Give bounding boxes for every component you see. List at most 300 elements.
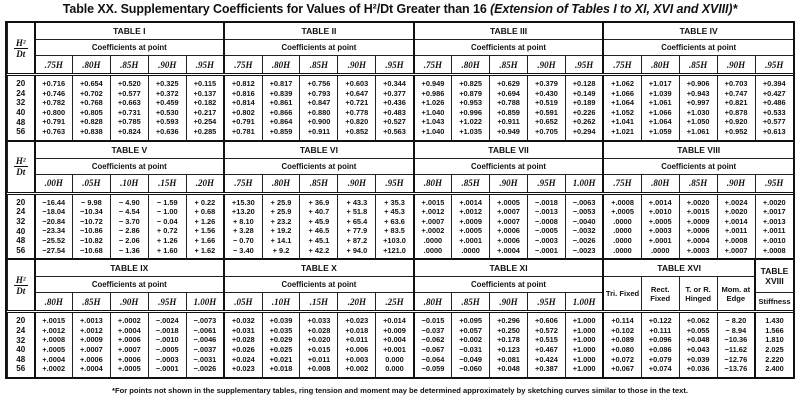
table-cell: +0.377 [376,89,414,99]
table-cell: − 2.86 [110,226,148,236]
table-cell: +1.066 [603,89,641,99]
table-cell: +0.102 [603,326,641,336]
table-cell: +0.577 [755,117,793,127]
column-header: Stiffness [755,293,793,312]
table-cell: +0.039 [679,355,717,365]
table-cell: 1.430 [755,312,793,326]
table-cell: −0.049 [452,355,490,365]
table-cell: +0.285 [186,127,224,140]
table-vi-title: TABLE VI [224,141,414,159]
table-cell: +.0010 [755,236,793,246]
table-cell: +0.952 [717,127,755,140]
table-cell: −.0023 [565,246,603,259]
column-header: Rect. Fixed [641,277,679,312]
table-cell: .0000 [414,236,452,246]
table-cell: +0.111 [641,326,679,336]
table-cell: + 0.22 [186,193,224,207]
table-cell: +.0002 [110,312,148,326]
table-cell: −0.067 [414,345,452,355]
table-cell: +0.953 [452,98,490,108]
table-cell: +0.001 [376,345,414,355]
row-label: 48 [8,117,35,127]
table-cell: +0.812 [224,75,262,89]
column-header: 1.00H [186,293,224,312]
table-row [8,127,794,140]
table-v-title: TABLE V [35,141,225,159]
table-cell: + 14.1 [262,236,300,246]
table-row [8,312,794,326]
table-cell: +.0001 [641,236,679,246]
table-cell: +0.997 [679,98,717,108]
table-cell: +.0005 [35,345,73,355]
table-cell: +1.064 [641,117,679,127]
table-cell: .0000 [452,246,490,259]
column-header: .95H [376,174,414,193]
table-cell: −.0001 [527,246,565,259]
table-cell: + 42.2 [300,246,338,259]
table-cell: +0.911 [300,127,338,140]
column-header: .80H [262,56,300,75]
table-cell: +.0008 [35,335,73,345]
table-cell: + 1.60 [148,246,186,259]
table-cell: +1.017 [641,75,679,89]
column-header: Tri. Fixed [603,277,641,312]
column-header: .95H [527,293,565,312]
column-header: .95H [755,174,793,193]
table-cell: +0.018 [338,326,376,336]
table-cell: +0.986 [414,89,452,99]
table-cell: +0.031 [224,326,262,336]
table-cell: .0000 [603,226,641,236]
row-header-h2-dt [8,259,35,312]
table-cell: +0.652 [527,117,565,127]
table-row [8,98,794,108]
table-cell: + 87.2 [338,236,376,246]
table-cell: +0.039 [262,312,300,326]
column-header: .10H [262,293,300,312]
table-cell: −0.062 [414,335,452,345]
table-cell: +1.061 [679,127,717,140]
table-cell: − 0.70 [224,236,262,246]
table-cell: +.0009 [679,217,717,227]
table-cell: +0.011 [338,335,376,345]
table-cell: +0.839 [262,89,300,99]
table-cell: + 25.9 [262,193,300,207]
table-cell: +0.778 [338,108,376,118]
table-cell: 0.000 [376,364,414,377]
table-cell: +0.527 [376,117,414,127]
table-row [8,246,794,259]
table-cell: +.0004 [490,246,528,259]
table-cell: +0.768 [72,98,110,108]
table-cell: +0.814 [224,98,262,108]
column-header: .05H [224,293,262,312]
table-cell: + 83.5 [376,226,414,236]
table-cell: +0.394 [755,75,793,89]
table-cell: +0.072 [603,355,641,365]
table-cell: +0.095 [452,312,490,326]
column-header: .90H [527,56,565,75]
table-cell: +0.026 [224,345,262,355]
table-cell: +0.467 [527,345,565,355]
column-header: .95H [186,56,224,75]
table-cell: +0.613 [755,127,793,140]
footnote: *For points not shown in the supplementary tables, ring tension and moment may be determined approximately by sketching curves similar to those in the text. [112,386,688,395]
table-cell: +0.852 [338,127,376,140]
table-cell: +1.039 [641,89,679,99]
table-i-title: TABLE I [35,23,225,40]
table-cell: +.0015 [414,193,452,207]
table-row [8,217,794,227]
table-v-subheader: Coefficients at point [35,158,225,174]
h2-over-dt-label [14,156,28,177]
table-cell: + 77.9 [338,226,376,236]
table-cell: 1.566 [755,326,793,336]
table-cell: −.0005 [527,226,565,236]
row-label: 56 [8,364,35,377]
column-header: .90H [338,56,376,75]
table-cell: +1.026 [414,98,452,108]
column-header: .00H [35,174,73,193]
table-cell: −.0037 [186,345,224,355]
column-header: .95H [376,56,414,75]
table-cell: −0.015 [414,312,452,326]
table-row [8,226,794,236]
table-i-subheader: Coefficients at point [35,40,225,56]
table-cell: +.0011 [755,226,793,236]
table-viii-title: TABLE VIII [603,141,793,159]
table-cell: + 46.5 [300,226,338,236]
column-header: .10H [110,174,148,193]
table-viii-subheader: Coefficients at point [603,158,793,174]
table-row [8,193,794,207]
table-cell: +.0007 [717,246,755,259]
column-header: .75H [224,56,262,75]
page-title [0,2,800,16]
table-cell: +0.533 [755,108,793,118]
column-header: .85H [72,293,110,312]
table-cell: +0.032 [224,312,262,326]
table-cell: +0.816 [224,89,262,99]
column-header: .75H [224,174,262,193]
table-cell: +1.061 [641,98,679,108]
table-cell: −0.031 [452,345,490,355]
table-cell: +.0004 [72,364,110,377]
column-header: .90H [110,293,148,312]
table-iv-subheader: Coefficients at point [603,40,793,56]
table-cell: +0.821 [717,98,755,108]
column-header: .90H [717,56,755,75]
table-cell: +0.920 [717,117,755,127]
table-cell: +0.793 [300,89,338,99]
table-vii-title: TABLE VII [414,141,604,159]
table-cell: +0.055 [679,326,717,336]
table-cell: +1.059 [641,127,679,140]
section-table [7,258,793,377]
table-cell: +0.074 [641,364,679,377]
table-cell: + 65.4 [338,217,376,227]
table-cell: +0.325 [148,75,186,89]
table-cell: .0000 [641,246,679,259]
table-cell: −.0032 [565,226,603,236]
table-cell: + 23.2 [262,217,300,227]
table-cell: +0.018 [262,364,300,377]
table-cell: +0.081 [490,355,528,365]
row-label: 40 [8,345,35,355]
table-cell: +1.000 [565,345,603,355]
table-cell: +15.30 [224,193,262,207]
table-cell: +1.040 [414,127,452,140]
table-cell: +0.731 [110,108,148,118]
table-cell: +0.791 [35,117,73,127]
table-cell: +0.379 [527,75,565,89]
table-cell: +0.128 [565,75,603,89]
table-cell: +0.008 [300,364,338,377]
table-cell: +0.515 [527,335,565,345]
table-cell: +0.002 [452,335,490,345]
column-header: .15H [148,174,186,193]
table-cell: −.0026 [186,364,224,377]
table-cell: −.0053 [565,207,603,217]
column-header: .80H [262,174,300,193]
table-cell: +.0005 [641,217,679,227]
dt-label: Dt [16,285,26,296]
table-cell: + 63.6 [376,217,414,227]
table-cell: +.0014 [641,193,679,207]
table-cell: +0.782 [35,98,73,108]
table-cell: +.0009 [72,335,110,345]
table-cell: +0.636 [148,127,186,140]
table-cell: −0.060 [452,364,490,377]
table-cell: − 8.94 [717,326,755,336]
column-header: .85H [300,56,338,75]
table-cell: +0.217 [186,108,224,118]
table-cell: +.0005 [603,207,641,217]
table-cell: 2.025 [755,345,793,355]
row-label: 24 [8,207,35,217]
table-row [8,89,794,99]
table-cell: .0000 [603,217,641,227]
column-header: .85H [452,174,490,193]
table-cell: +0.427 [755,89,793,99]
table-cell: .0000 [414,246,452,259]
row-label: 20 [8,312,35,326]
table-cell: + 1.56 [186,226,224,236]
column-header: .20H [338,293,376,312]
column-header: .95H [755,56,793,75]
table-cell: +.0008 [755,246,793,259]
table-cell: −10.82 [72,236,110,246]
table-cell: + 1.62 [186,246,224,259]
table-cell: +.0006 [490,236,528,246]
table-cell: +0.003 [338,355,376,365]
table-cell: −.0013 [527,207,565,217]
table-cell: +0.572 [527,326,565,336]
table-cell: +1.050 [679,117,717,127]
row-label: 40 [8,108,35,118]
column-header: .80H [641,174,679,193]
table-cell: + 36.9 [300,193,338,207]
column-header: .90H [490,174,528,193]
table-cell: +0.629 [490,75,528,89]
table-cell: +0.702 [72,89,110,99]
table-cell: +0.011 [300,355,338,365]
table-cell: +0.114 [603,312,641,326]
table-cell: +.0012 [414,207,452,217]
table-cell: −.0005 [148,345,186,355]
table-cell: − 3.70 [110,217,148,227]
table-cell: +0.911 [490,117,528,127]
table-cell: +.0002 [35,364,73,377]
column-header: .15H [300,293,338,312]
column-header: .80H [414,174,452,193]
table-cell: +0.591 [527,108,565,118]
table-xvi-title: TABLE XVI [603,259,755,277]
table-cell: −.0003 [148,355,186,365]
table-cell: +1.066 [641,108,679,118]
table-cell: +0.781 [224,127,262,140]
h2-label: H² [15,156,26,167]
table-cell: +.0006 [72,355,110,365]
table-row [8,207,794,217]
column-header: .75H [35,56,73,75]
table-cell: +.0004 [110,326,148,336]
table-cell: +.0008 [603,193,641,207]
table-cell: + 1.26 [148,236,186,246]
table-cell: −.0003 [527,236,565,246]
row-label: 32 [8,335,35,345]
table-vii-subheader: Coefficients at point [414,158,604,174]
table-cell: −10.86 [72,226,110,236]
table-cell: +1.035 [452,127,490,140]
table-cell: +0.430 [527,89,565,99]
table-cell: −.0031 [186,355,224,365]
table-cell: + 35.3 [376,193,414,207]
table-cell: + 43.3 [338,193,376,207]
table-cell: +0.996 [452,108,490,118]
table-cell: +0.424 [527,355,565,365]
table-cell: −.0001 [148,364,186,377]
table-cell: +0.123 [490,345,528,355]
title-main: Table XX. Supplementary Coefficients for Values of H²/Dt Greater than 16 [62,2,487,16]
table-cell: +0.949 [490,127,528,140]
table-cell: +0.746 [35,89,73,99]
table-cell: +0.593 [148,117,186,127]
column-header: .85H [679,56,717,75]
table-cell: +0.086 [641,345,679,355]
table-cell: −0.059 [414,364,452,377]
table-cell: +0.763 [35,127,73,140]
table-cell: +0.563 [376,127,414,140]
table-cell: +0.530 [148,108,186,118]
table-cell: +0.009 [376,326,414,336]
table-cell: +.0013 [755,217,793,227]
table-cell: +.0004 [35,355,73,365]
section-table [7,140,793,259]
table-cell: +0.025 [262,345,300,355]
table-cell: +0.828 [72,117,110,127]
table-cell: +.0015 [679,207,717,217]
table-cell: −.0063 [565,193,603,207]
table-cell: + 40.7 [300,207,338,217]
table-cell: +0.878 [717,108,755,118]
table-cell: +0.705 [527,127,565,140]
table-cell: +0.847 [300,98,338,108]
table-row [8,355,794,365]
table-cell: +0.756 [300,75,338,89]
table-cell: +.0006 [110,355,148,365]
dt-label: Dt [16,48,26,59]
table-cell: −23.34 [35,226,73,236]
h2-label: H² [15,274,26,285]
table-cell: +0.021 [262,355,300,365]
table-cell: +0.294 [565,127,603,140]
table-cell: +0.663 [110,98,148,108]
table-cell: +0.344 [376,75,414,89]
column-header: Mom. at Edge [717,277,755,312]
table-cell: +.0007 [414,217,452,227]
table-cell: +.0009 [452,217,490,227]
table-cell: + 0.72 [148,226,186,236]
table-xi-subheader: Coefficients at point [414,277,604,293]
table-iii-subheader: Coefficients at point [414,40,604,56]
table-row [8,326,794,336]
table-cell: +.0005 [490,193,528,207]
table-cell: +0.372 [148,89,186,99]
table-cell: +0.906 [679,75,717,89]
table-cell: + 51.8 [338,207,376,217]
table-cell: +.0004 [679,236,717,246]
row-label: 32 [8,98,35,108]
table-cell: +0.002 [338,364,376,377]
table-cell: +1.000 [565,335,603,345]
table-cell: +0.805 [72,108,110,118]
table-cell: +0.859 [262,127,300,140]
column-header: .95H [527,174,565,193]
table-cell: +.0007 [110,345,148,355]
table-cell: +0.262 [565,117,603,127]
table-cell: +1.041 [603,117,641,127]
table-cell: + 8.10 [224,217,262,227]
table-cell: +1.052 [603,108,641,118]
column-header: .95H [565,56,603,75]
table-cell: +0.861 [262,98,300,108]
table-cell: − 3.40 [224,246,262,259]
table-cell: +0.250 [490,326,528,336]
table-row [8,335,794,345]
column-header: .05H [72,174,110,193]
table-cell: +.0020 [755,193,793,207]
column-header: .90H [717,174,755,193]
table-cell: − 2.06 [110,236,148,246]
table-cell: +0.028 [300,326,338,336]
table-cell: +1.030 [679,108,717,118]
table-cell: +.0024 [717,193,755,207]
table-cell: +.0005 [452,226,490,236]
column-header: .90H [338,174,376,193]
table-x-title: TABLE X [224,259,414,277]
table-cell: +0.115 [186,75,224,89]
table-cell: +0.654 [72,75,110,89]
table-cell: +0.519 [527,98,565,108]
table-cell: 0.000 [376,355,414,365]
table-cell: +0.900 [300,117,338,127]
table-cell: +0.062 [679,312,717,326]
table-cell: −0.037 [414,326,452,336]
table-cell: − 9.98 [72,193,110,207]
table-cell: +13.20 [224,207,262,217]
table-cell: −18.04 [35,207,73,217]
